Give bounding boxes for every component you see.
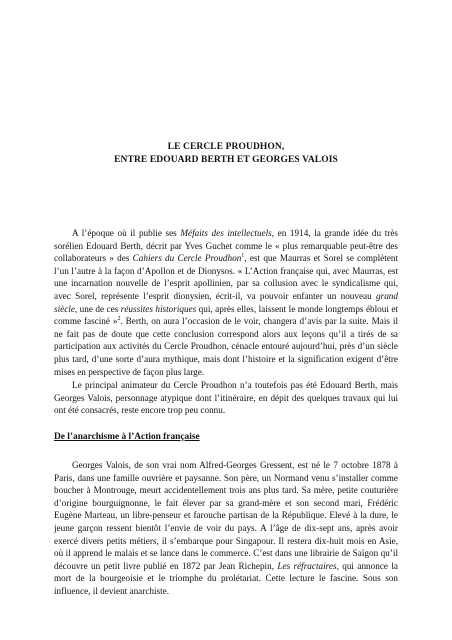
footnote-ref-1: 1 bbox=[241, 253, 245, 260]
paragraph-3-text-a: Georges Valois, de son vrai nom Alfred-Georges Gressent, est né le 7 octobre 1878 à Paris, dans une famille ouvrière et paysanne. Son père, un Normand venu s’installer comme boucher à Montrouge, meurt accidentellement trois ans plus tard. Sa mère, petite couturière d’origine bourguignonne, le fait élever par sa grand-mère et son second mari, Frédéric Eugène Marteau, un libre-penseur et farouche partisan de la République. Elevé à la dure, le jeune garçon ressent bientôt l’envie de voir du pays. A l’âge de dix-sept ans, après avoir exercé divers petits métiers, il s’embarque pour Singapour. Il restera dix-huit mois en Asie, où il apprend le malais et se lance dans le commerce. C’est dans une librairie de Saïgon qu’il découvre un petit livre publié en 1872 par Jean Richepin, bbox=[54, 460, 398, 571]
footnote-ref-2: 2 bbox=[117, 316, 121, 323]
paragraph-3-text-b: , qui annonce la mort de la bourgeoisie et le triomphe du prolétariat. Cette lecture le fascine. Sous son influence, il devient anarchiste. bbox=[54, 560, 398, 596]
italic-title-refractaires: Les réfractaires bbox=[277, 560, 337, 571]
section-heading: De l’anarchisme à l’Action française bbox=[54, 432, 200, 442]
paragraph-1-text-c: , est que Maurras et Sorel se complètent l’un l’autre à la façon d’Apollon et de Dionysos. « L’Action française qui, avec Maurras, est une incarnation nouvelle de l’esprit apollinien, par sa collusion avec le syndicalisme qui, avec Sorel, représente l’esprit dionysien, écrit-il, va pouvoir enfanter un nouveau bbox=[54, 253, 398, 301]
paragraph-1 bbox=[54, 227, 398, 378]
paragraph-2-text: Le principal animateur du Cercle Proudhon n’a toutefois pas été Edouard Berth, mais Georges Valois, personnage atypique dont l’itinéraire, en dépit des quelques travaux qui lui ont été consacrés, reste encore trop peu connu. bbox=[54, 380, 398, 416]
paragraph-1-text-b: , en 1914, la grande idée du très sorélien Edouard Berth, décrit par Yves Guchet comme le « plus remarquable peut-être des collaborateurs » des bbox=[54, 228, 398, 264]
paragraph-1-text-d: , une de ces bbox=[74, 303, 121, 314]
italic-reussites: réussites historiques bbox=[120, 303, 197, 314]
paragraph-1-text-e: qui, après elles, laissent le monde longtemps ébloui et comme fasciné » bbox=[54, 303, 399, 327]
italic-grand-siecle: grand siècle bbox=[54, 290, 398, 314]
italic-title-mefaits: Méfaits des intellectuels bbox=[180, 228, 272, 238]
chapter-title bbox=[60, 141, 392, 167]
italic-title-cahiers: Cahiers du Cercle Proudhon bbox=[132, 253, 242, 264]
paragraph-1-text-f: . Berth, on aura l’occasion de le voir, changera d’avis par la suite. Mais il ne fait pas de doute que cette conclusion correspond alors aux leçons qu’il a tirés de sa participation aux activités du Cercle Proudhon, cénacle entouré aujourd’hui, près d’un siècle plus tard, d’une sorte d’aura mythique, mais dont l’histoire et la signification exigent d’être mises en perspective de façon plus large. bbox=[54, 316, 398, 377]
chapter-title-line-1: LE CERCLE PROUDHON, bbox=[167, 142, 285, 152]
chapter-title-line-2: ENTRE EDOUARD BERTH ET GEORGES VALOIS bbox=[114, 155, 338, 165]
paragraph-2 bbox=[54, 379, 398, 417]
paragraph-3 bbox=[54, 459, 398, 598]
paragraph-1-text-a: A l’époque où il publie ses bbox=[72, 228, 181, 238]
